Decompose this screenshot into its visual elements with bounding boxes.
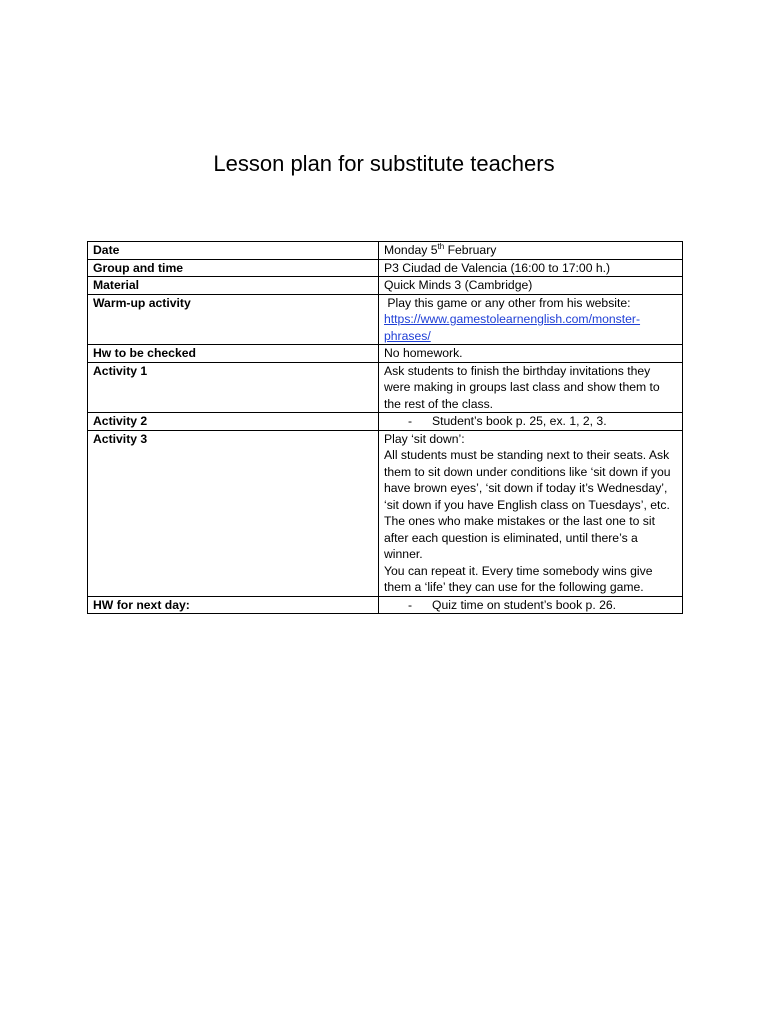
row-value-date xyxy=(379,242,683,260)
table-row xyxy=(88,413,683,431)
row-label: Activity 2 xyxy=(88,413,379,431)
table-row xyxy=(88,242,683,260)
row-label: Activity 1 xyxy=(88,362,379,413)
date-month: February xyxy=(444,243,497,257)
row-label: Activity 3 xyxy=(88,430,379,596)
row-label: Group and time xyxy=(88,259,379,277)
activity-3-instructions: All students must be standing next to their seats. Ask them to sit down under conditions like ‘sit down if you have brown eyes’, ‘sit down if today it’s Wednesday’, ‘sit down if you have English class on Tuesdays’, etc. The ones who make mistakes or the last one to sit after each question is eliminated, until there’s a winner. xyxy=(384,448,671,561)
row-label: HW for next day: xyxy=(88,596,379,614)
activity-3-title: Play ‘sit down’: xyxy=(384,431,465,446)
page-title: Lesson plan for substitute teachers xyxy=(213,151,555,176)
table-row xyxy=(88,277,683,295)
row-value xyxy=(379,430,683,596)
row-value: No homework. xyxy=(379,345,683,363)
warmup-text: Play this game or any other from his website: xyxy=(384,295,631,310)
row-label: Hw to be checked xyxy=(88,345,379,363)
list-item xyxy=(384,413,678,430)
table-row xyxy=(88,294,683,345)
list-item-text: Quiz time on student’s book p. 26. xyxy=(432,597,617,612)
bullet-dash: - xyxy=(408,597,413,612)
game-website-link[interactable]: https://www.gamestolearnenglish.com/monster-phrases/ xyxy=(384,312,641,343)
table-row xyxy=(88,362,683,413)
row-label: Date xyxy=(88,242,379,260)
list-item xyxy=(384,597,678,614)
row-label: Warm-up activity xyxy=(88,294,379,345)
row-label: Material xyxy=(88,277,379,295)
date-text: Monday 5 xyxy=(384,243,438,257)
table-row xyxy=(88,259,683,277)
row-value: Ask students to finish the birthday invitations they were making in groups last class and show them to the rest of the class. xyxy=(379,362,683,413)
activity-3-repeat-note: You can repeat it. Every time somebody wins give them a ‘life’ they can use for the following game. xyxy=(384,563,653,594)
row-value xyxy=(379,596,683,614)
row-value xyxy=(379,413,683,431)
date-suffix: th xyxy=(437,241,445,251)
table-row xyxy=(88,345,683,363)
table-row xyxy=(88,430,683,596)
row-value: Quick Minds 3 (Cambridge) xyxy=(379,277,683,295)
table-row xyxy=(88,596,683,614)
row-value xyxy=(379,294,683,345)
lesson-plan-table xyxy=(87,241,683,614)
list-item-text: Student’s book p. 25, ex. 1, 2, 3. xyxy=(432,414,607,428)
row-value: P3 Ciudad de Valencia (16:00 to 17:00 h.) xyxy=(379,259,683,277)
bullet-dash: - xyxy=(408,414,413,428)
